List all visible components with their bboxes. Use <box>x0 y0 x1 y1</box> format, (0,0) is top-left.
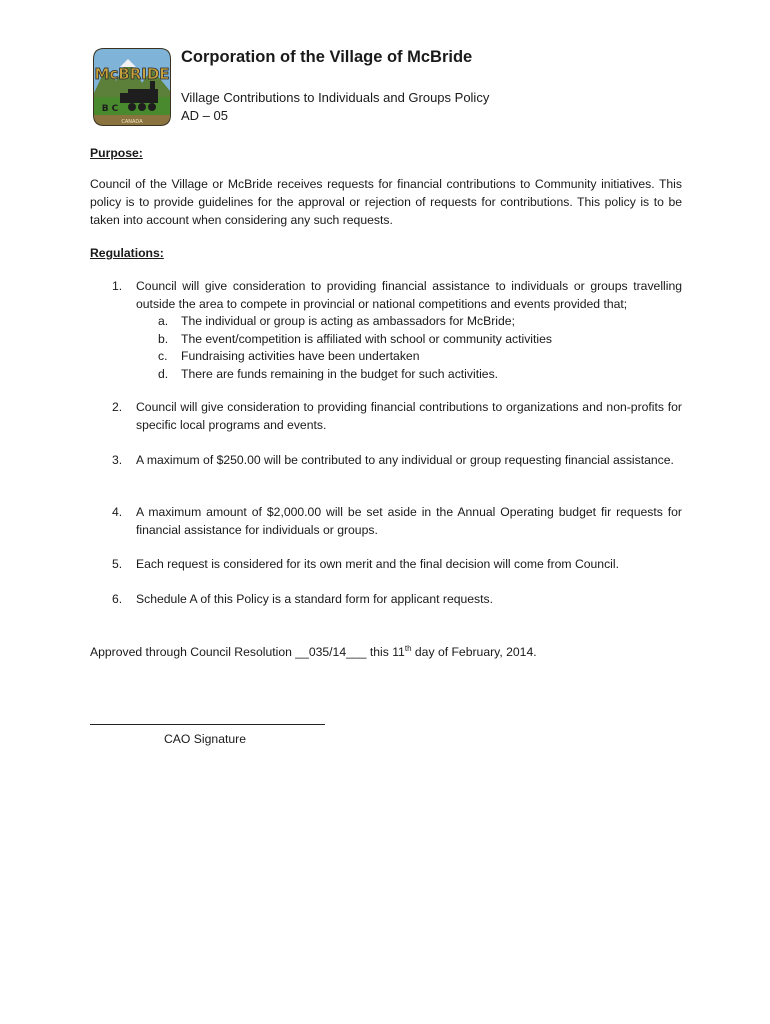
regulation-item <box>90 556 682 574</box>
svg-text:McBRIDE: McBRIDE <box>94 65 170 83</box>
sub-item-text: Fundraising activities have been undertaken <box>181 349 420 363</box>
signature-label: CAO Signature <box>164 732 246 746</box>
sub-item <box>158 331 682 349</box>
item-number: 5. <box>112 557 123 571</box>
item-text: A maximum amount of $2,000.00 will be set aside in the Annual Operating budget fir requests for financial assistance for individuals or groups. <box>136 505 682 537</box>
sub-item-letter: a. <box>158 314 169 328</box>
sub-item-letter: b. <box>158 331 169 346</box>
item-number: 1. <box>112 279 123 293</box>
purpose-text: Council of the Village or McBride receives requests for financial contributions to Community initiatives. This policy is to provide guidelines for the approval or rejection of requests for contributions. This policy is to be taken into account when considering any such requests. <box>90 177 682 227</box>
svg-text:CANADA: CANADA <box>121 119 143 125</box>
item-text: Schedule A of this Policy is a standard form for applicant requests. <box>136 592 494 606</box>
item-text: Council will give consideration to providing financial contributions to organizations and non-profits for specific local programs and events. <box>136 400 682 432</box>
regulation-item <box>90 399 682 434</box>
sub-item <box>158 313 682 331</box>
regulation-item <box>90 452 682 470</box>
sub-item-letter: d. <box>158 366 169 381</box>
sub-item <box>158 366 682 384</box>
sub-item <box>158 348 682 366</box>
item-number: 6. <box>112 592 123 606</box>
regulation-item <box>90 591 682 609</box>
purpose-heading: Purpose: <box>90 146 143 160</box>
sub-item-text: The individual or group is acting as ambassadors for McBride; <box>181 314 515 328</box>
item-number: 3. <box>112 453 123 467</box>
policy-name: Village Contributions to Individuals and Groups Policy <box>181 90 490 105</box>
approval-suffix: day of February, 2014. <box>411 645 537 660</box>
item-number: 2. <box>112 400 123 414</box>
sub-item-text: There are funds remaining in the budget for such activities. <box>181 366 499 381</box>
signature-line <box>90 724 325 725</box>
sub-item-letter: c. <box>158 349 168 363</box>
regulation-item <box>90 504 682 539</box>
item-text: Council will give consideration to providing financial assistance to individuals or groups travelling outside the area to compete in provincial or national competitions and events provided that; <box>136 279 682 311</box>
item-text: Each request is considered for its own merit and the final decision will come from Council. <box>136 557 619 571</box>
regulations-heading: Regulations: <box>90 246 164 260</box>
approval-superscript: th <box>404 644 412 653</box>
mcbride-logo <box>90 45 174 129</box>
policy-subtitle <box>181 89 489 125</box>
svg-text:B C: B C <box>101 104 119 114</box>
approval-statement <box>90 644 537 659</box>
approval-prefix: Approved through Council Resolution __035/14___ this 11 <box>90 645 405 660</box>
item-number: 4. <box>112 505 123 519</box>
policy-code: AD – 05 <box>181 108 228 123</box>
document-title: Corporation of the Village of McBride <box>181 48 473 66</box>
item-text: A maximum of $250.00 will be contributed to any individual or group requesting financial assistance. <box>136 453 674 467</box>
regulation-item <box>90 278 682 383</box>
sub-item-text: The event/competition is affiliated with school or community activities <box>181 331 552 346</box>
